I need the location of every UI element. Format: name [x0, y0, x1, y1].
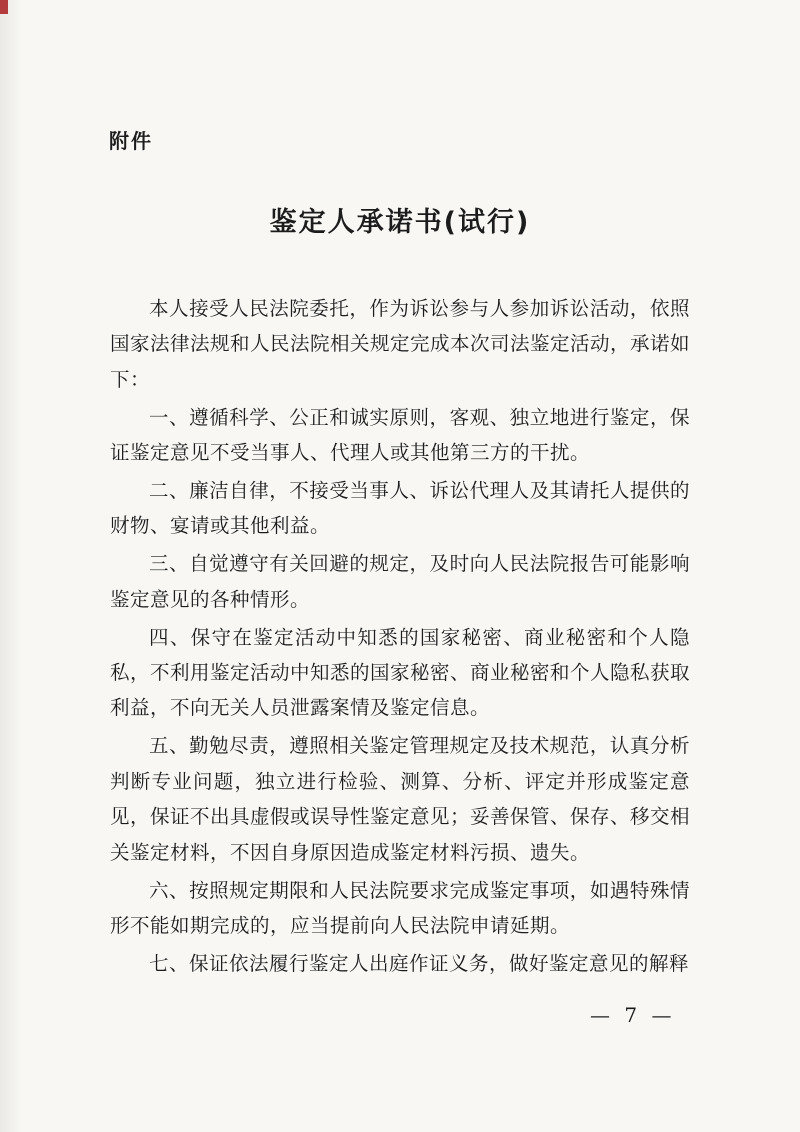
paragraph-item-3: 三、自觉遵守有关回避的规定，及时向人民法院报告可能影响鉴定意见的各种情形。 [110, 552, 690, 611]
scan-edge-shadow [0, 0, 22, 1132]
paragraph-item-1: 一、遵循科学、公正和诚实原则，客观、独立地进行鉴定，保证鉴定意见不受当事人、代理人或其他第三方的干扰。 [110, 405, 690, 465]
paragraph-item-5: 五、勤勉尽责，遵照相关鉴定管理规定及技术规范，认真分析判断专业问题，独立进行检验、测算、分析、评定并形成鉴定意见，保证不出具虚假或误导性鉴定意见；妥善保管、保存、移交相关鉴定材料，不因自身原因造成鉴定材料污损、遗失。 [110, 734, 691, 864]
document-title: 鉴定人承诺书(试行) [269, 207, 531, 238]
paragraph-item-2: 二、廉洁自律，不接受当事人、诉讼代理人及其请托人提供的财物、宴请或其他利益。 [110, 479, 690, 538]
document-body [110, 291, 690, 984]
paragraph-item-6: 六、按照规定期限和人民法院要求完成鉴定事项，如遇特殊情形不能如期完成的，应当提前向人民法院申请延期。 [110, 878, 690, 937]
paragraph-item-4: 四、保守在鉴定活动中知悉的国家秘密、商业秘密和个人隐私，不利用鉴定活动中知悉的国家秘密、商业秘密和个人隐私获取利益，不向无关人员泄露案情及鉴定信息。 [110, 625, 691, 720]
attachment-label: 附件 [109, 129, 153, 153]
paragraph-intro: 本人接受人民法院委托，作为诉讼参与人参加诉讼活动，依照国家法律法规和人民法院相关规定完成本次司法鉴定活动，承诺如下： [110, 297, 691, 391]
paragraph-item-7: 七、保证依法履行鉴定人出庭作证义务，做好鉴定意见的解释 [149, 951, 690, 975]
page-number: — 7 — [590, 1003, 676, 1027]
corner-mark [0, 0, 8, 14]
